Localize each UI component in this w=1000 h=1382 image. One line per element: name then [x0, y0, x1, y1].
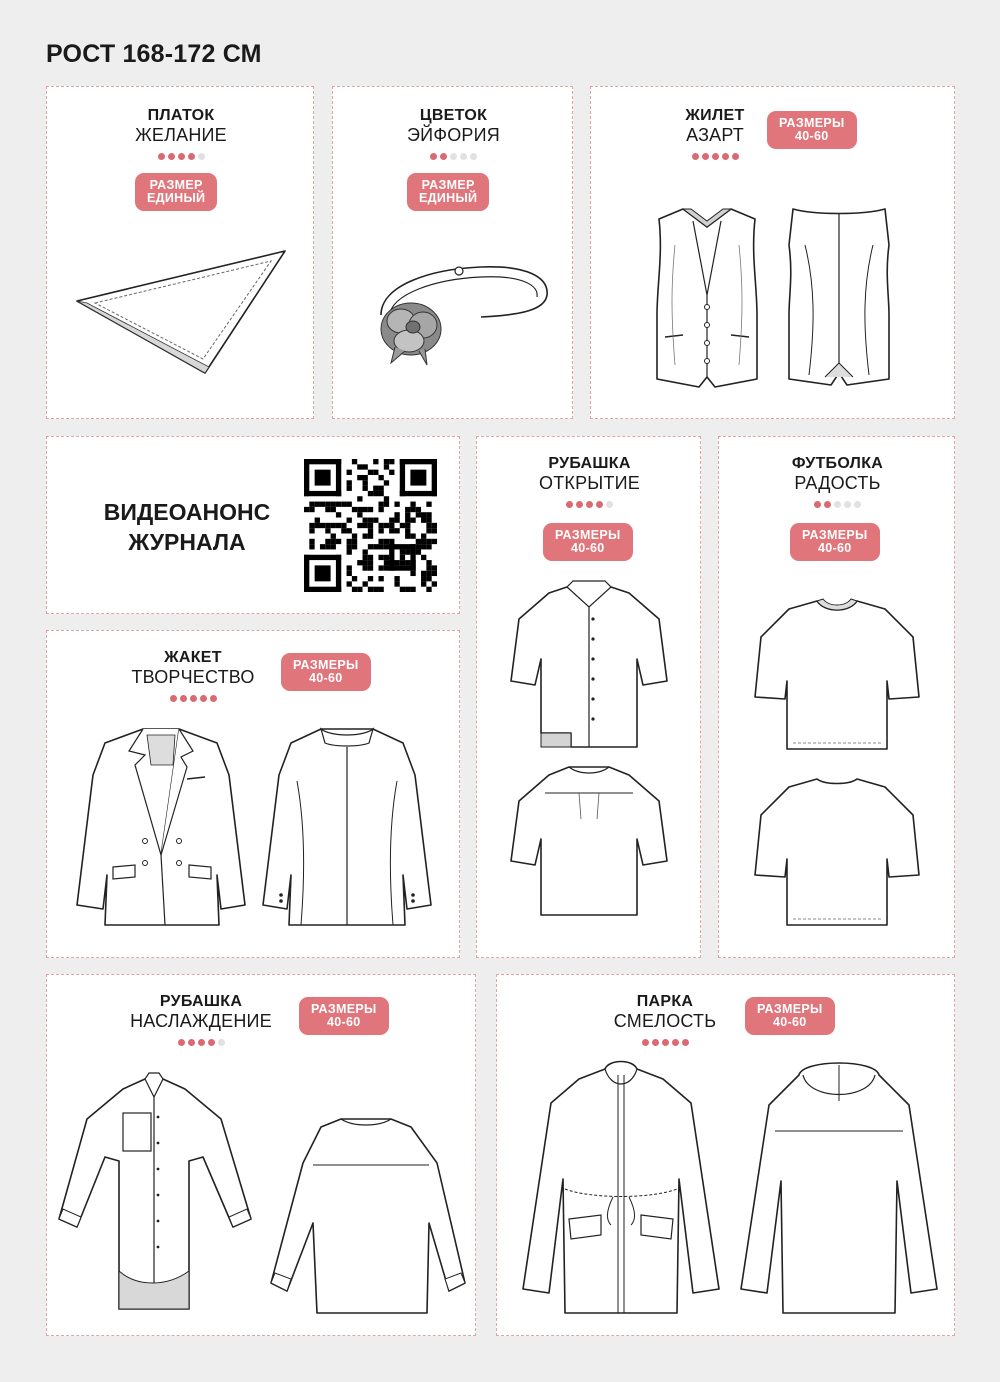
- card-parka[interactable]: [496, 974, 955, 1336]
- card-header: [719, 455, 956, 508]
- long-shirt-front-illustration: [57, 1071, 253, 1317]
- rating-dot-filled: [712, 153, 719, 160]
- rating-dot-filled: [170, 695, 177, 702]
- vest-front-illustration: [653, 205, 761, 391]
- rating-dot-empty: [854, 501, 861, 508]
- rating-dot-filled: [596, 501, 603, 508]
- parka-front-illustration: [521, 1059, 721, 1321]
- item-name: ОТКРЫТИЕ: [539, 473, 640, 494]
- rating-dot-empty: [844, 501, 851, 508]
- card-rubashka-naslazhdenie[interactable]: [46, 974, 476, 1336]
- rating-dot-empty: [606, 501, 613, 508]
- size-badge: РАЗМЕР ЕДИНЫЙ: [135, 173, 217, 211]
- rating-dot-filled: [188, 153, 195, 160]
- item-name: НАСЛАЖДЕНИЕ: [130, 1011, 272, 1032]
- vest-back-illustration: [785, 205, 893, 391]
- rating-dot-filled: [566, 501, 573, 508]
- shirt-back-illustration: [509, 763, 669, 923]
- difficulty-rating: [477, 501, 702, 508]
- difficulty-rating: [123, 695, 263, 702]
- item-category: ФУТБОЛКА: [791, 455, 884, 472]
- card-tsvetok[interactable]: [332, 86, 573, 419]
- item-name: ЖЕЛАНИЕ: [135, 125, 227, 146]
- card-header: [123, 649, 263, 702]
- rating-dot-filled: [200, 695, 207, 702]
- rating-dot-filled: [190, 695, 197, 702]
- card-header: [477, 455, 702, 508]
- rating-dot-filled: [586, 501, 593, 508]
- card-zhaket[interactable]: [46, 630, 460, 958]
- rating-dot-filled: [814, 501, 821, 508]
- size-badge: РАЗМЕРЫ 40-60: [790, 523, 880, 561]
- difficulty-rating: [595, 1039, 735, 1046]
- rating-dot-filled: [178, 153, 185, 160]
- item-name: АЗАРТ: [686, 125, 744, 146]
- tshirt-back-illustration: [753, 775, 921, 931]
- rating-dot-filled: [732, 153, 739, 160]
- rating-dot-empty: [218, 1039, 225, 1046]
- scarf-illustration: [73, 245, 288, 380]
- rating-dot-filled: [198, 1039, 205, 1046]
- item-category: ПЛАТОК: [147, 107, 215, 124]
- rating-dot-empty: [460, 153, 467, 160]
- video-announcement-text: ВИДЕОАНОНС ЖУРНАЛА: [103, 499, 271, 555]
- item-name: ЭЙФОРИЯ: [407, 125, 500, 146]
- card-header: [595, 993, 735, 1046]
- card-header: [669, 107, 761, 160]
- difficulty-rating: [333, 153, 574, 160]
- rating-dot-filled: [652, 1039, 659, 1046]
- jacket-back-illustration: [261, 725, 433, 930]
- rating-dot-filled: [430, 153, 437, 160]
- rating-dot-filled: [824, 501, 831, 508]
- rating-dot-filled: [168, 153, 175, 160]
- item-category: РУБАШКА: [159, 993, 243, 1010]
- item-category: РУБАШКА: [548, 455, 631, 472]
- rating-dot-empty: [450, 153, 457, 160]
- difficulty-rating: [121, 1039, 281, 1046]
- card-futbolka[interactable]: [718, 436, 955, 958]
- flower-choker-illustration: [361, 255, 551, 375]
- difficulty-rating: [719, 501, 956, 508]
- rating-dot-filled: [158, 153, 165, 160]
- item-name: СМЕЛОСТЬ: [613, 1011, 717, 1032]
- card-video-announcement[interactable]: [46, 436, 460, 614]
- item-name: РАДОСТЬ: [794, 473, 881, 494]
- item-category: ЖИЛЕТ: [685, 107, 745, 124]
- difficulty-rating: [669, 153, 761, 160]
- long-shirt-back-illustration: [261, 1113, 471, 1319]
- rating-dot-filled: [208, 1039, 215, 1046]
- rating-dot-filled: [188, 1039, 195, 1046]
- rating-dot-filled: [642, 1039, 649, 1046]
- card-zhilet[interactable]: [590, 86, 955, 419]
- rating-dot-filled: [440, 153, 447, 160]
- tshirt-front-illustration: [753, 597, 921, 757]
- rating-dot-filled: [682, 1039, 689, 1046]
- size-badge: РАЗМЕРЫ 40-60: [281, 653, 371, 691]
- shirt-front-illustration: [509, 579, 669, 749]
- item-category: ЦВЕТОК: [419, 107, 488, 124]
- difficulty-rating: [47, 153, 315, 160]
- size-badge: РАЗМЕРЫ 40-60: [767, 111, 857, 149]
- size-badge: РАЗМЕРЫ 40-60: [543, 523, 633, 561]
- jacket-front-illustration: [75, 725, 247, 930]
- rating-dot-filled: [662, 1039, 669, 1046]
- rating-dot-filled: [692, 153, 699, 160]
- rating-dot-filled: [702, 153, 709, 160]
- rating-dot-empty: [470, 153, 477, 160]
- size-badge: РАЗМЕР ЕДИНЫЙ: [407, 173, 489, 211]
- qr-code-icon[interactable]: [304, 459, 437, 592]
- rating-dot-filled: [210, 695, 217, 702]
- rating-dot-filled: [178, 1039, 185, 1046]
- card-header: [333, 107, 574, 160]
- parka-back-illustration: [739, 1061, 939, 1321]
- page-title: РОСТ 168-172 СМ: [46, 40, 262, 68]
- card-platok[interactable]: [46, 86, 314, 419]
- rating-dot-empty: [834, 501, 841, 508]
- rating-dot-filled: [672, 1039, 679, 1046]
- rating-dot-filled: [576, 501, 583, 508]
- size-badge: РАЗМЕРЫ 40-60: [299, 997, 389, 1035]
- card-header: [121, 993, 281, 1046]
- item-name: ТВОРЧЕСТВО: [131, 667, 255, 688]
- card-header: [47, 107, 315, 160]
- rating-dot-filled: [722, 153, 729, 160]
- item-category: ЖАКЕТ: [164, 649, 222, 666]
- rating-dot-empty: [198, 153, 205, 160]
- card-rubashka-otkrytie[interactable]: [476, 436, 701, 958]
- item-category: ПАРКА: [636, 993, 694, 1010]
- size-badge: РАЗМЕРЫ 40-60: [745, 997, 835, 1035]
- rating-dot-filled: [180, 695, 187, 702]
